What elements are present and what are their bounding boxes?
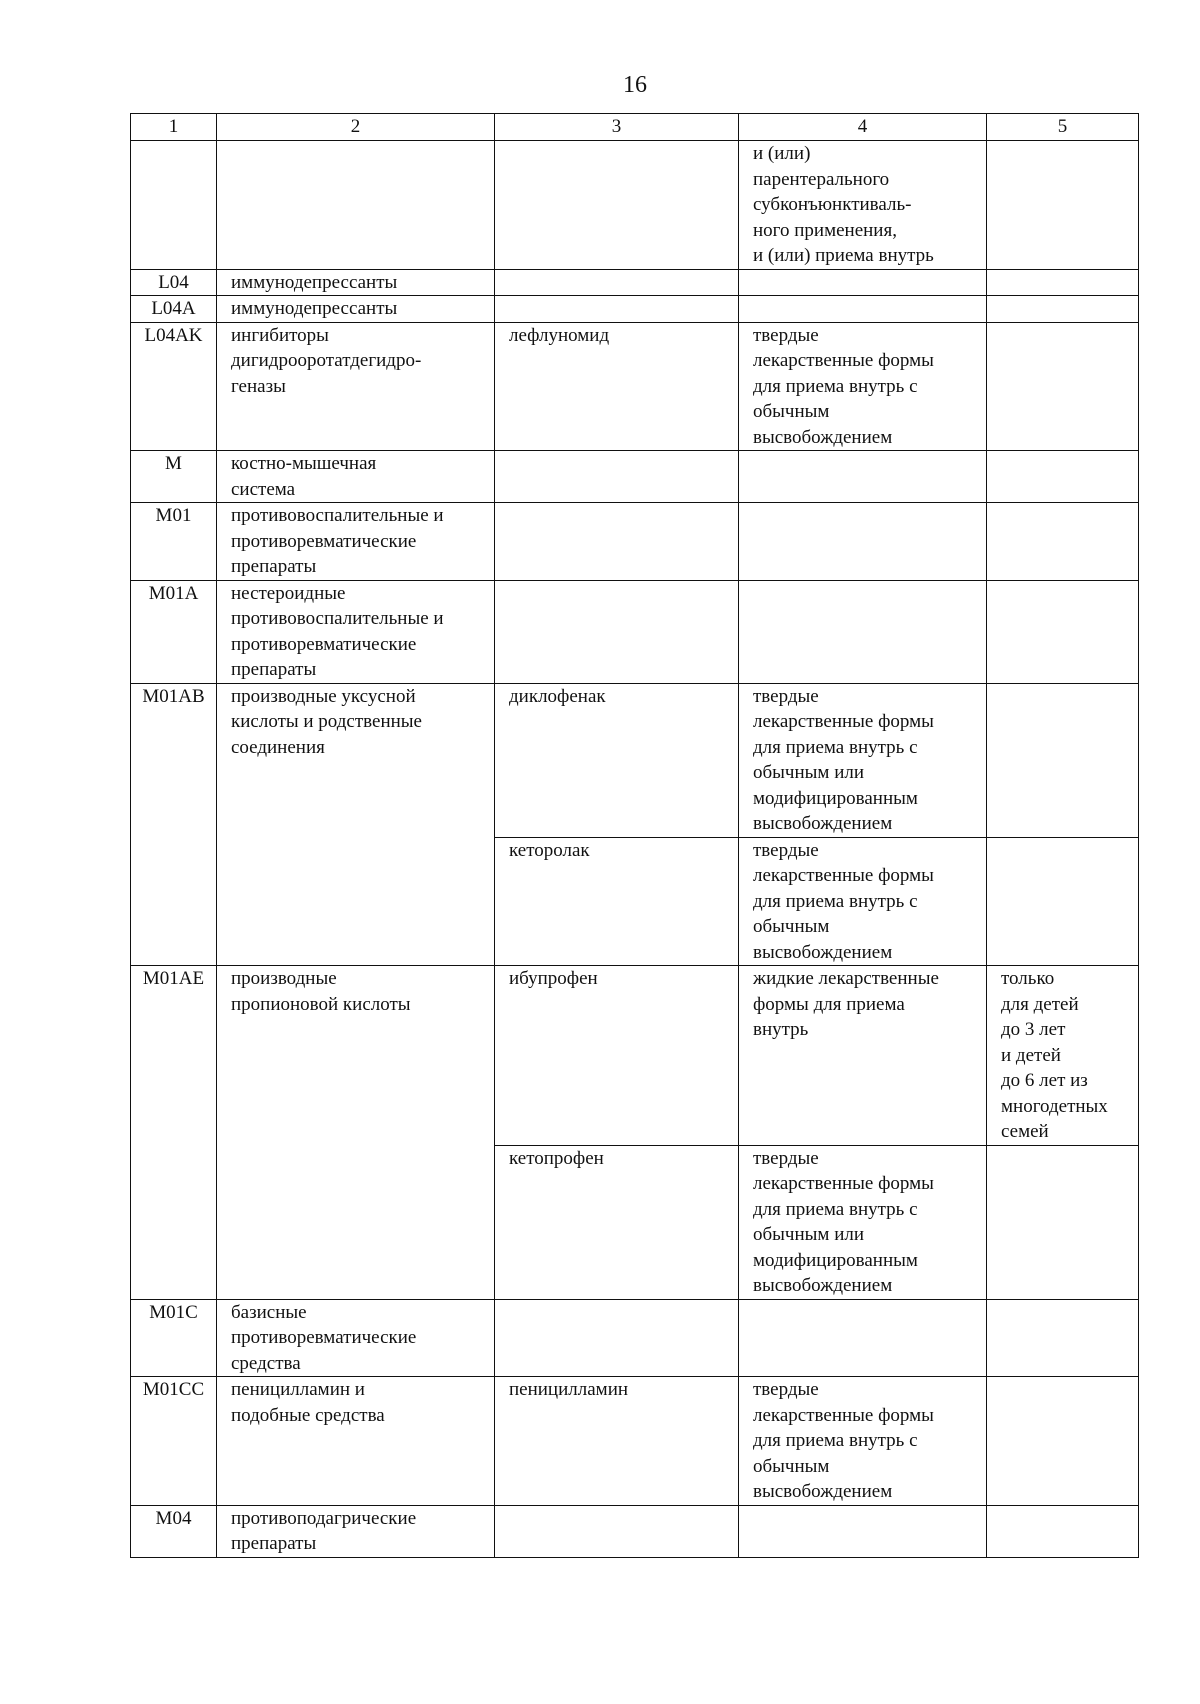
group-name-cell: производные пропионовой кислоты	[217, 966, 495, 1300]
group-name-cell: базисные противоревматические средства	[217, 1299, 495, 1377]
header-cell-5: 5	[987, 114, 1139, 141]
drug-table	[130, 113, 1139, 1558]
group-name-cell: противовоспалительные и противоревматические препараты	[217, 503, 495, 581]
table-row	[131, 451, 1139, 503]
dosage-form-cell	[739, 1505, 987, 1557]
table-row	[131, 683, 1139, 837]
dosage-form-cell	[739, 580, 987, 683]
table-row	[131, 322, 1139, 451]
notes-cell: только для детей до 3 лет и детей до 6 лет из многодетных семей	[987, 966, 1139, 1146]
dosage-form-cell	[739, 1299, 987, 1377]
drug-name-cell	[495, 296, 739, 323]
group-name-cell: противоподагрические препараты	[217, 1505, 495, 1557]
drug-name-cell	[495, 1505, 739, 1557]
notes-cell	[987, 1145, 1139, 1299]
page-number: 16	[623, 72, 647, 98]
code-cell: M01CC	[131, 1377, 217, 1506]
dosage-form-cell	[739, 296, 987, 323]
code-cell: M04	[131, 1505, 217, 1557]
dosage-form-cell: жидкие лекарственные формы для приема внутрь	[739, 966, 987, 1146]
table-row	[131, 503, 1139, 581]
code-cell: M01C	[131, 1299, 217, 1377]
table-row	[131, 296, 1139, 323]
notes-cell	[987, 322, 1139, 451]
dosage-form-cell: твердые лекарственные формы для приема внутрь с обычным высвобождением	[739, 1377, 987, 1506]
group-name-cell: пеницилламин и подобные средства	[217, 1377, 495, 1506]
table-header-row	[131, 114, 1139, 141]
table-row	[131, 1505, 1139, 1557]
code-cell: L04AK	[131, 322, 217, 451]
dosage-form-cell: и (или) парентерального субконъюнктиваль- ного применения, и (или) приема внутрь	[739, 141, 987, 270]
header-cell-4: 4	[739, 114, 987, 141]
drug-name-cell	[495, 503, 739, 581]
header-cell-1: 1	[131, 114, 217, 141]
group-name-cell: нестероидные противовоспалительные и противоревматические препараты	[217, 580, 495, 683]
notes-cell	[987, 837, 1139, 966]
notes-cell	[987, 451, 1139, 503]
table-row	[131, 966, 1139, 1146]
notes-cell	[987, 503, 1139, 581]
drug-name-cell: кетопрофен	[495, 1145, 739, 1299]
table-row	[131, 141, 1139, 270]
group-name-cell	[217, 141, 495, 270]
notes-cell	[987, 1505, 1139, 1557]
code-cell: L04A	[131, 296, 217, 323]
dosage-form-cell: твердые лекарственные формы для приема внутрь с обычным или модифицированным высвобождением	[739, 683, 987, 837]
dosage-form-cell	[739, 451, 987, 503]
table-row	[131, 1377, 1139, 1506]
code-cell	[131, 141, 217, 270]
drug-name-cell: ибупрофен	[495, 966, 739, 1146]
notes-cell	[987, 1377, 1139, 1506]
group-name-cell: ингибиторы дигидрооротатдегидро- геназы	[217, 322, 495, 451]
notes-cell	[987, 1299, 1139, 1377]
drug-name-cell: кеторолак	[495, 837, 739, 966]
notes-cell	[987, 141, 1139, 270]
dosage-form-cell	[739, 269, 987, 296]
table-row	[131, 1299, 1139, 1377]
code-cell: M01A	[131, 580, 217, 683]
code-cell: M	[131, 451, 217, 503]
drug-name-cell: пеницилламин	[495, 1377, 739, 1506]
dosage-form-cell: твердые лекарственные формы для приема внутрь с обычным высвобождением	[739, 837, 987, 966]
group-name-cell: иммунодепрессанты	[217, 296, 495, 323]
group-name-cell: производные уксусной кислоты и родственные соединения	[217, 683, 495, 966]
dosage-form-cell: твердые лекарственные формы для приема внутрь с обычным высвобождением	[739, 322, 987, 451]
header-cell-2: 2	[217, 114, 495, 141]
table-row	[131, 269, 1139, 296]
drug-name-cell	[495, 269, 739, 296]
table-row	[131, 580, 1139, 683]
drug-name-cell	[495, 451, 739, 503]
notes-cell	[987, 269, 1139, 296]
code-cell: M01AB	[131, 683, 217, 966]
code-cell: M01AE	[131, 966, 217, 1300]
header-cell-3: 3	[495, 114, 739, 141]
notes-cell	[987, 580, 1139, 683]
dosage-form-cell: твердые лекарственные формы для приема внутрь с обычным или модифицированным высвобождением	[739, 1145, 987, 1299]
notes-cell	[987, 683, 1139, 837]
drug-name-cell	[495, 580, 739, 683]
group-name-cell: костно-мышечная система	[217, 451, 495, 503]
drug-name-cell: диклофенак	[495, 683, 739, 837]
dosage-form-cell	[739, 503, 987, 581]
code-cell: L04	[131, 269, 217, 296]
code-cell: M01	[131, 503, 217, 581]
drug-name-cell	[495, 141, 739, 270]
notes-cell	[987, 296, 1139, 323]
group-name-cell: иммунодепрессанты	[217, 269, 495, 296]
drug-name-cell	[495, 1299, 739, 1377]
drug-name-cell: лефлуномид	[495, 322, 739, 451]
